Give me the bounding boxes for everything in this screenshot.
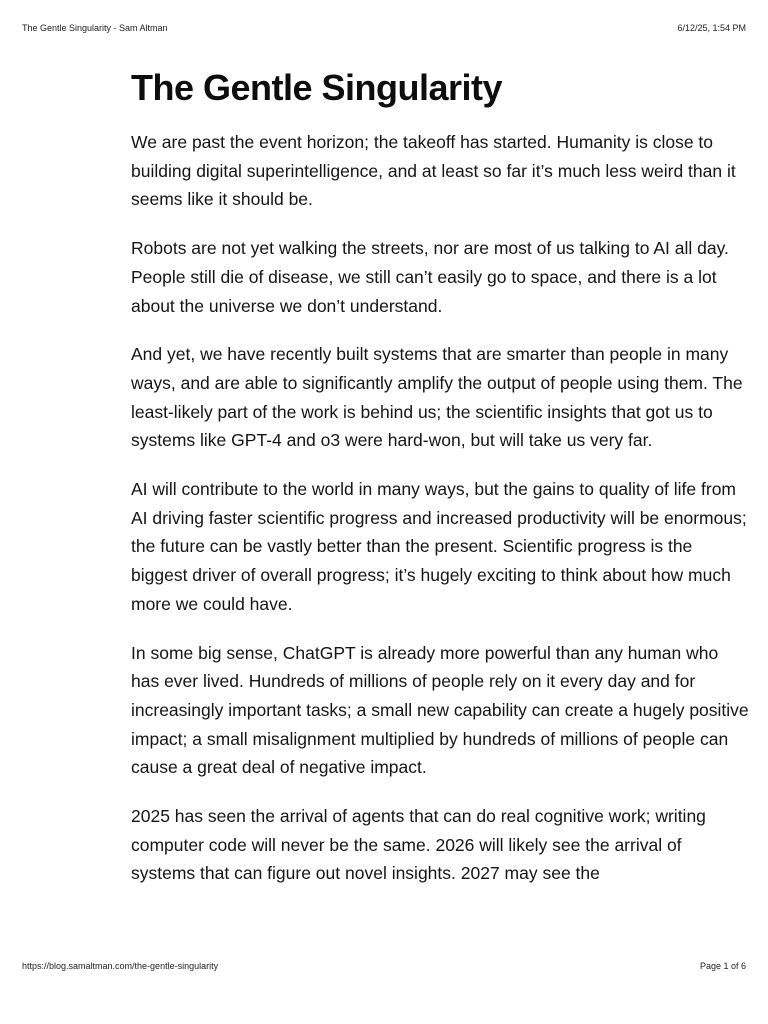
print-timestamp: 6/12/25, 1:54 PM bbox=[677, 23, 746, 33]
paragraph-1: We are past the event horizon; the takeoff has started. Humanity is close to building digital superintelligence, and at least so far it’s much less weird than it seems like it should be. bbox=[131, 132, 736, 210]
article bbox=[131, 62, 749, 908]
page-title-header: The Gentle Singularity - Sam Altman bbox=[22, 23, 168, 33]
page-url: https://blog.samaltman.com/the-gentle-singularity bbox=[22, 961, 219, 971]
paragraph-3: And yet, we have recently built systems that are smarter than people in many ways, and are able to significantly amplify the output of people using them. The least-likely part of the work is behind us; the scientific insights that got us to systems like GPT-4 and o3 were hard-won, but will take us very far. bbox=[131, 344, 743, 451]
print-footer bbox=[22, 961, 746, 971]
page-number: Page 1 of 6 bbox=[699, 961, 746, 971]
article-title: The Gentle Singularity bbox=[131, 67, 503, 108]
paragraph-5: In some big sense, ChatGPT is already more powerful than any human who has ever lived. Hundreds of millions of people rely on it every day and for increasingly important tasks; a small new capability can create a hugely positive impact; a small misalignment multiplied by hundreds of millions of people can cause a great deal of negative impact. bbox=[131, 642, 749, 778]
article-body bbox=[131, 128, 749, 888]
paragraph-4: AI will contribute to the world in many ways, but the gains to quality of life from AI driving faster scientific progress and increased productivity will be enormous; the future can be vastly better than the present. Scientific progress is the biggest driver of overall progress; it’s hugely exciting to think about how much more we could have. bbox=[131, 479, 747, 614]
paragraph-6: 2025 has seen the arrival of agents that can do real cognitive work; writing computer code will never be the same. 2026 will likely see the arrival of systems that can figure out novel insights. 2027 may see the bbox=[131, 806, 706, 884]
print-header bbox=[22, 23, 746, 33]
paragraph-2: Robots are not yet walking the streets, nor are most of us talking to AI all day. People still die of disease, we still can’t easily go to space, and there is a lot about the universe we don’t understand. bbox=[131, 238, 729, 316]
